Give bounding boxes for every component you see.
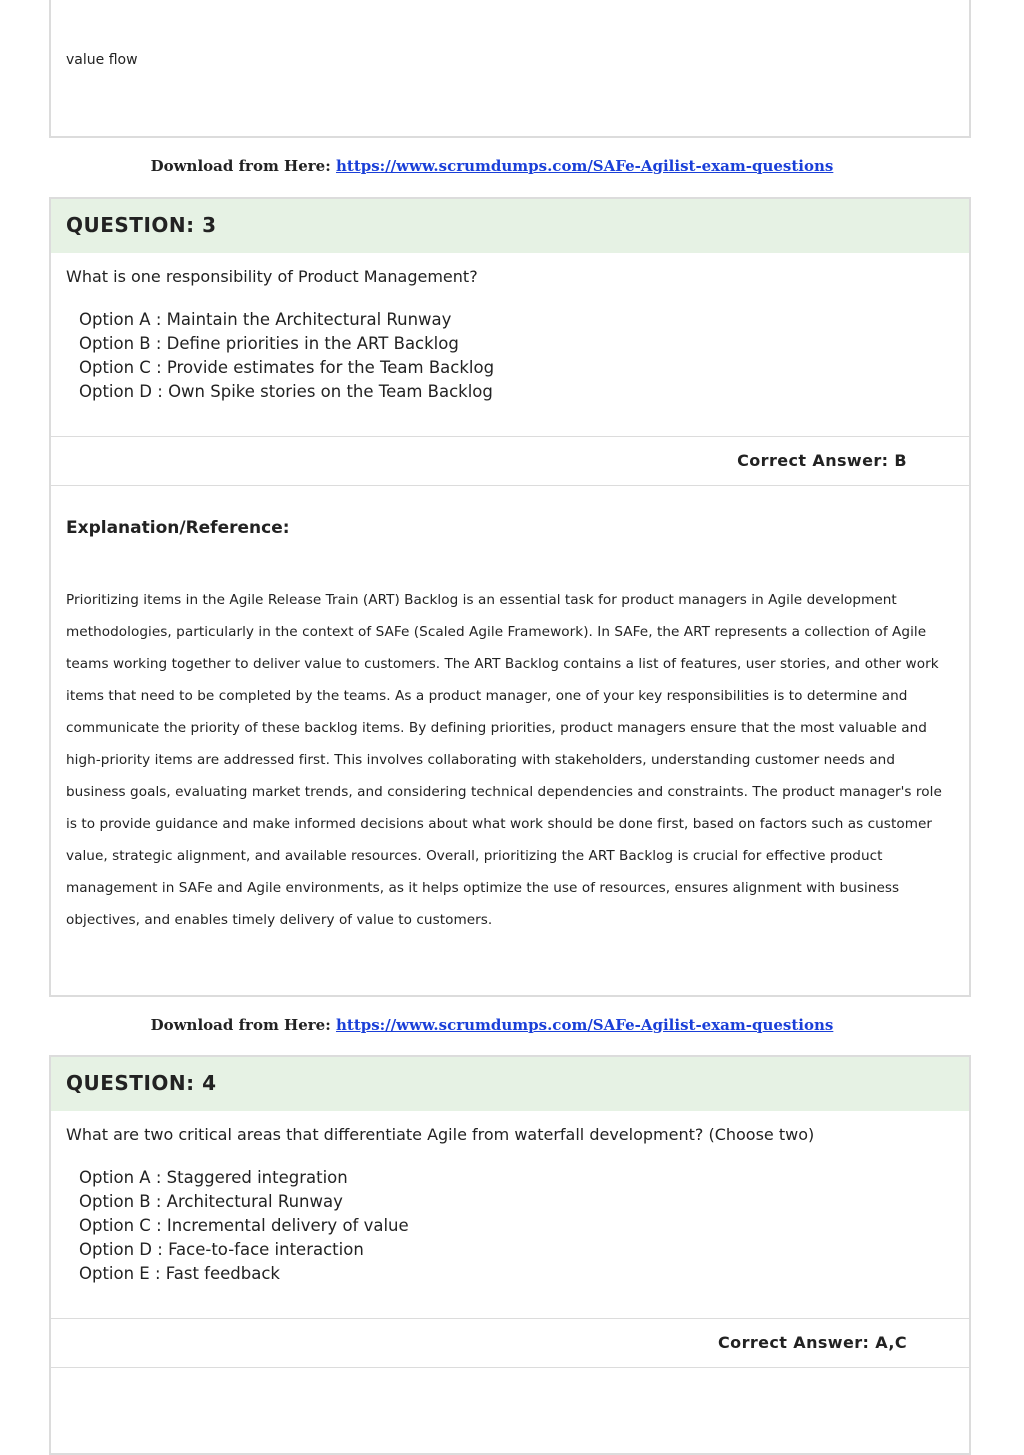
option-item: Option D : Face-to-face interaction [79,1240,364,1259]
previous-question-card [49,0,971,138]
question-text: What is one responsibility of Product Management? [66,267,478,286]
option-item: Option E : Fast feedback [79,1264,280,1283]
explanation-text: Prioritizing items in the Agile Release Train (ART) Backlog is an essential task for product managers in Agile development methodologies, particularly in the context of SAFe (Scaled Agile Framework). In SAFe, the ART represents a collection of Agile teams working together to deliver value to customers. The ART Backlog contains a list of features, user stories, and other work items that need to be completed by the teams. As a product manager, one of your key responsibilities is to determine and communicate the priority of these backlog items. By defining priorities, product managers ensure that the most valuable and high-priority items are addressed first. This involves collaborating with stakeholders, understanding customer needs and business goals, evaluating market trends, and considering technical dependencies and constraints. The product manager's role is to provide guidance and make informed decisions about what work should be done first, based on factors such as customer value, strategic alignment, and available resources. Overall, prioritizing the ART Backlog is crucial for effective product management in SAFe and Agile environments, as it helps optimize the use of resources, ensures alignment with business objectives, and enables timely delivery of value to customers. [66,592,942,928]
question-text: What are two critical areas that differentiate Agile from waterfall development? (Choose two) [66,1125,815,1144]
option-item: Option C : Provide estimates for the Team Backlog [79,358,495,377]
question-body [51,1111,969,1318]
question-card [49,1055,971,1455]
correct-answer: Correct Answer: B [51,436,969,486]
option-item: Option B : Architectural Runway [79,1192,343,1211]
question-body [51,253,969,436]
option-item: Option B : Define priorities in the ART Backlog [79,334,459,353]
download-line [0,1016,1004,1034]
options-list [66,1166,954,1286]
previous-explanation-fragment: value flow [66,52,138,68]
explanation-section [51,486,969,936]
options-list [66,308,954,404]
question-card [49,197,971,997]
download-link[interactable]: https://www.scrumdumps.com/SAFe-Agilist-exam-questions [335,157,834,175]
download-label: Download from Here: [150,1016,331,1034]
download-line [0,157,1004,175]
question-header: QUESTION: 4 [51,1057,969,1111]
option-item: Option C : Incremental delivery of value [79,1216,409,1235]
download-link[interactable]: https://www.scrumdumps.com/SAFe-Agilist-exam-questions [335,1016,834,1034]
explanation-title: Explanation/Reference: [66,518,290,538]
correct-answer: Correct Answer: A,C [51,1318,969,1368]
option-item: Option A : Staggered integration [79,1168,348,1187]
download-label: Download from Here: [150,157,331,175]
option-item: Option A : Maintain the Architectural Runway [79,310,452,329]
question-header: QUESTION: 3 [51,199,969,253]
option-item: Option D : Own Spike stories on the Team Backlog [79,382,493,401]
